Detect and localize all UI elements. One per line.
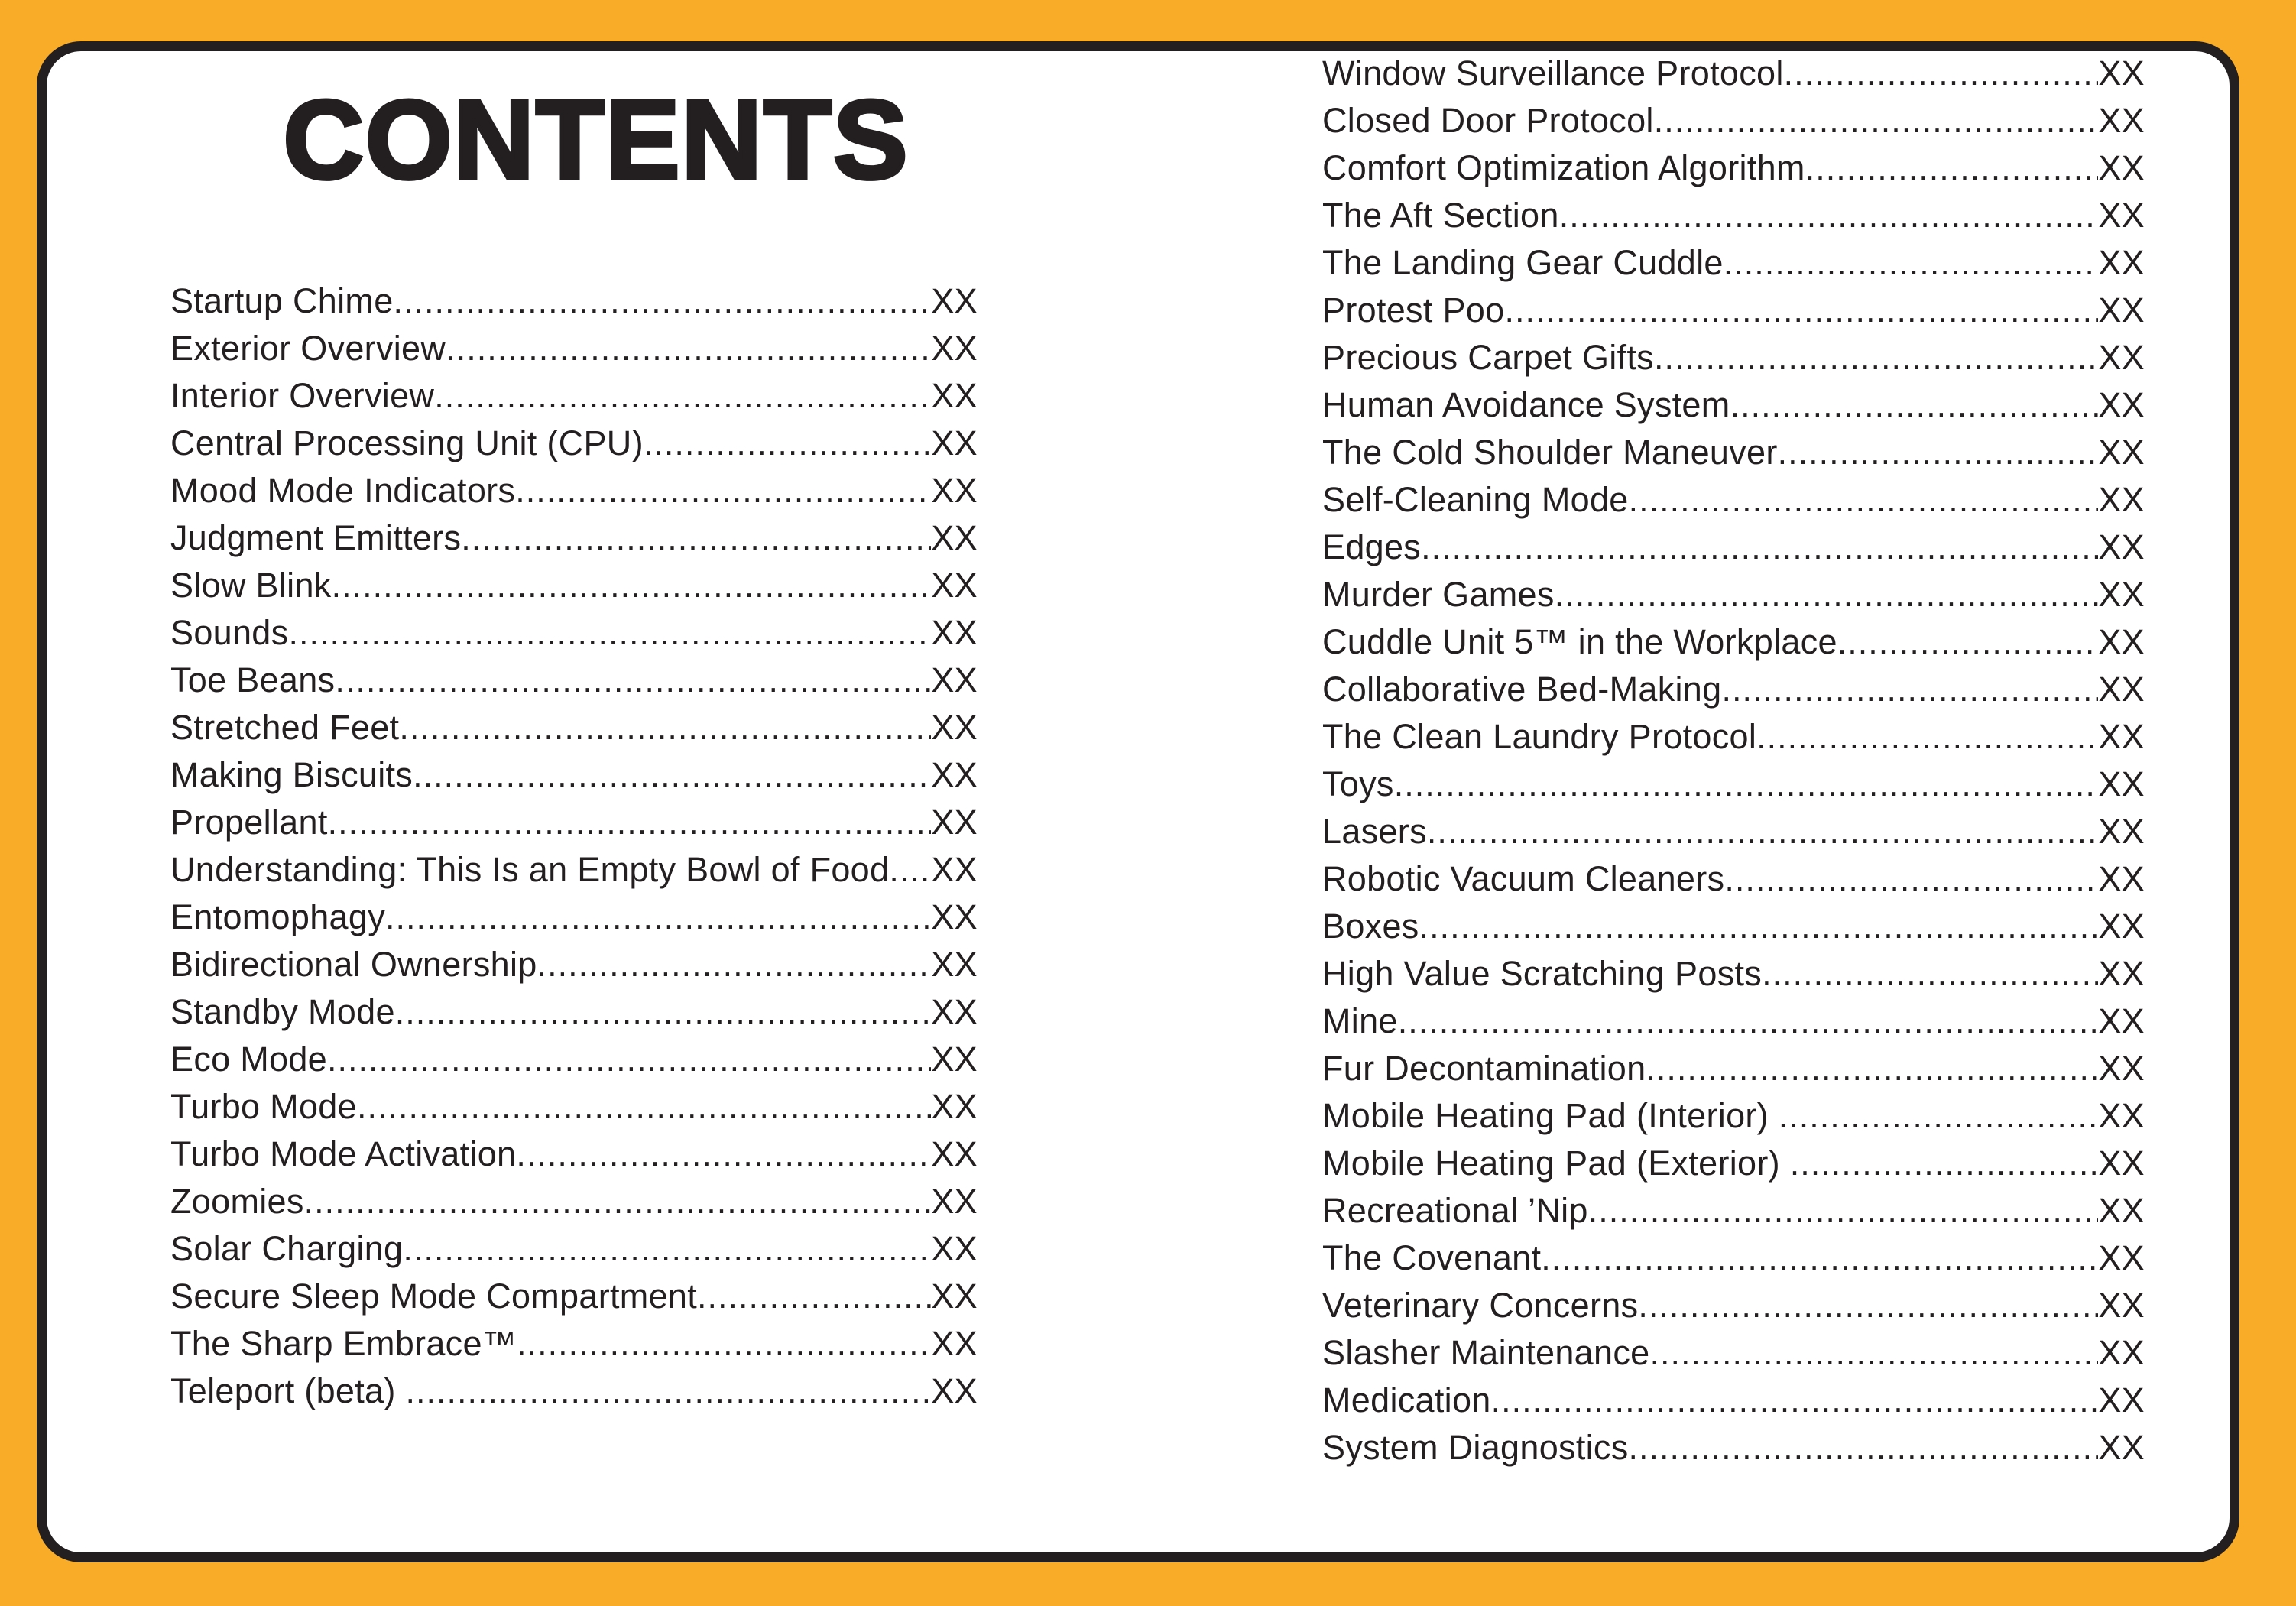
toc-page-number: XX — [931, 613, 978, 652]
toc-entry — [1322, 1140, 2145, 1187]
toc-entry — [1322, 998, 2145, 1045]
toc-entry-title: Entomophagy — [170, 897, 385, 936]
toc-entry-title: The Sharp Embrace™ — [170, 1324, 517, 1363]
toc-leader-dots — [1721, 666, 2098, 713]
toc-entry-title: Veterinary Concerns — [1322, 1286, 1639, 1325]
toc-entry-title: Mobile Heating Pad (Exterior) — [1322, 1144, 1790, 1183]
toc-leader-dots — [394, 277, 932, 325]
toc-page-number: XX — [931, 660, 978, 699]
toc-leader-dots — [288, 609, 931, 657]
toc-entry-title: Propellant — [170, 803, 328, 842]
toc-page-number: XX — [2098, 54, 2145, 92]
toc-leader-dots — [1756, 713, 2098, 761]
toc-leader-dots — [461, 514, 931, 562]
toc-entry-title: Recreational ’Nip — [1322, 1191, 1588, 1230]
toc-leader-dots — [1588, 1187, 2099, 1235]
toc-entry — [1322, 97, 2145, 144]
toc-entry — [170, 562, 978, 609]
toc-leader-dots — [1559, 192, 2099, 239]
toc-entry-title: Precious Carpet Gifts — [1322, 338, 1654, 377]
toc-page-number: XX — [931, 803, 978, 842]
toc-page-number: XX — [2098, 338, 2145, 377]
toc-entry — [1322, 1329, 2145, 1377]
toc-leader-dots — [446, 325, 931, 372]
toc-entry — [1322, 618, 2145, 666]
toc-entry — [1322, 429, 2145, 476]
toc-entry — [170, 941, 978, 988]
toc-entry — [170, 325, 978, 372]
toc-page-number: XX — [931, 1277, 978, 1316]
toc-entry-title: Mobile Heating Pad (Interior) — [1322, 1096, 1779, 1135]
toc-entry-title: Comfort Optimization Algorithm — [1322, 148, 1805, 187]
toc-page-number: XX — [2098, 1001, 2145, 1040]
toc-page-number: XX — [2098, 527, 2145, 566]
toc-entry-title: Eco Mode — [170, 1040, 328, 1079]
toc-page-number: XX — [2098, 1144, 2145, 1183]
toc-left-column — [170, 277, 978, 1415]
toc-page-number: XX — [2098, 148, 2145, 187]
toc-entry — [1322, 666, 2145, 713]
toc-leader-dots — [1654, 97, 2099, 144]
toc-page-number: XX — [931, 423, 978, 462]
toc-entry — [170, 1225, 978, 1273]
toc-page-number: XX — [2098, 1049, 2145, 1088]
contents-card — [37, 41, 2239, 1562]
toc-entry — [1322, 855, 2145, 903]
toc-entry-title: Zoomies — [170, 1182, 304, 1221]
toc-page-number: XX — [931, 281, 978, 320]
toc-entry-title: Secure Sleep Mode Compartment — [170, 1277, 698, 1316]
toc-entry — [170, 514, 978, 562]
toc-entry-title: Bidirectional Ownership — [170, 945, 537, 984]
toc-page-number: XX — [931, 1040, 978, 1079]
toc-entry — [1322, 334, 2145, 381]
toc-page-number: XX — [931, 1134, 978, 1173]
toc-entry — [1322, 1377, 2145, 1424]
toc-page-number: XX — [2098, 196, 2145, 235]
toc-entry-title: Making Biscuits — [170, 755, 413, 794]
toc-entry-title: Boxes — [1322, 907, 1419, 946]
toc-page-number: XX — [2098, 433, 2145, 472]
toc-entry — [1322, 239, 2145, 287]
toc-leader-dots — [405, 1368, 931, 1415]
toc-page-number: XX — [931, 708, 978, 747]
toc-leader-dots — [1504, 287, 2098, 334]
toc-entry-title: Central Processing Unit (CPU) — [170, 423, 644, 462]
toc-entry-title: Turbo Mode Activation — [170, 1134, 517, 1173]
toc-page-number: XX — [2098, 717, 2145, 756]
toc-entry — [170, 1131, 978, 1178]
toc-entry — [1322, 50, 2145, 97]
toc-leader-dots — [1419, 903, 2099, 950]
toc-entry-title: Self-Cleaning Mode — [1322, 480, 1629, 519]
toc-page-number: XX — [2098, 954, 2145, 993]
toc-leader-dots — [403, 1225, 931, 1273]
toc-entry — [1322, 808, 2145, 855]
toc-page-number: XX — [2098, 907, 2145, 946]
toc-entry-title: Slow Blink — [170, 566, 332, 605]
toc-entry — [170, 894, 978, 941]
toc-page-number: XX — [931, 1182, 978, 1221]
toc-leader-dots — [304, 1178, 932, 1225]
toc-page-number: XX — [931, 992, 978, 1031]
toc-leader-dots — [335, 657, 931, 704]
toc-entry-title: Murder Games — [1322, 575, 1555, 614]
toc-page-number: XX — [931, 518, 978, 557]
toc-entry-title: Understanding: This Is an Empty Bowl of Food — [170, 850, 890, 889]
toc-page-number: XX — [2098, 480, 2145, 519]
toc-entry — [170, 1368, 978, 1415]
toc-entry — [1322, 950, 2145, 998]
toc-leader-dots — [1638, 1282, 2098, 1329]
toc-leader-dots — [1724, 855, 2098, 903]
toc-leader-dots — [1398, 998, 2099, 1045]
toc-entry — [170, 609, 978, 657]
toc-leader-dots — [1427, 808, 2098, 855]
toc-page-number: XX — [931, 1371, 978, 1410]
toc-entry-title: Toys — [1322, 764, 1394, 803]
toc-entry — [170, 657, 978, 704]
toc-entry — [170, 704, 978, 751]
page-title-text: CONTENTS — [283, 77, 910, 202]
toc-page-number: XX — [2098, 1286, 2145, 1325]
toc-entry-title: Toe Beans — [170, 660, 336, 699]
toc-leader-dots — [1724, 239, 2099, 287]
toc-entry-title: Turbo Mode — [170, 1087, 357, 1126]
toc-entry — [1322, 476, 2145, 524]
toc-entry-title: Closed Door Protocol — [1322, 101, 1654, 140]
toc-entry — [170, 277, 978, 325]
toc-entry-title: Window Surveillance Protocol — [1322, 54, 1784, 92]
toc-entry-title: Slasher Maintenance — [1322, 1333, 1650, 1372]
toc-entry-title: Mood Mode Indicators — [170, 471, 516, 510]
toc-page-number: XX — [2098, 101, 2145, 140]
toc-entry-title: The Aft Section — [1322, 196, 1559, 235]
toc-page-number: XX — [931, 376, 978, 415]
toc-leader-dots — [1805, 144, 2099, 192]
toc-leader-dots — [515, 467, 931, 514]
toc-page-number: XX — [2098, 385, 2145, 424]
toc-entry-title: Collaborative Bed-Making — [1322, 670, 1722, 709]
toc-leader-dots — [1649, 1329, 2098, 1377]
toc-entry — [1322, 1282, 2145, 1329]
toc-leader-dots — [434, 372, 931, 420]
toc-leader-dots — [385, 894, 931, 941]
toc-entry-title: The Clean Laundry Protocol — [1322, 717, 1757, 756]
toc-page-number: XX — [2098, 575, 2145, 614]
toc-entry-title: Interior Overview — [170, 376, 435, 415]
toc-page-number: XX — [931, 897, 978, 936]
toc-entry — [1322, 524, 2145, 571]
toc-leader-dots — [413, 751, 931, 799]
toc-leader-dots — [644, 420, 931, 467]
page-title — [176, 77, 1017, 221]
toc-entry-title: Exterior Overview — [170, 329, 446, 368]
toc-leader-dots — [1394, 761, 2099, 808]
toc-leader-dots — [1762, 950, 2098, 998]
toc-entry — [1322, 1235, 2145, 1282]
toc-leader-dots — [1541, 1235, 2098, 1282]
toc-entry — [1322, 571, 2145, 618]
toc-page-number: XX — [2098, 622, 2145, 661]
toc-page-number: XX — [931, 1087, 978, 1126]
toc-page-number: XX — [2098, 812, 2145, 851]
toc-entry-title: The Covenant — [1322, 1238, 1542, 1277]
toc-entry-title: High Value Scratching Posts — [1322, 954, 1763, 993]
toc-entry-title: Edges — [1322, 527, 1422, 566]
toc-entry — [170, 420, 978, 467]
toc-entry — [1322, 1424, 2145, 1471]
toc-page-number: XX — [931, 850, 978, 889]
toc-page-number: XX — [931, 1229, 978, 1268]
toc-leader-dots — [328, 799, 932, 846]
toc-leader-dots — [1629, 476, 2099, 524]
toc-leader-dots — [399, 704, 931, 751]
toc-entry-title: Judgment Emitters — [170, 518, 462, 557]
toc-entry — [170, 846, 978, 894]
toc-leader-dots — [697, 1273, 931, 1320]
toc-entry — [1322, 144, 2145, 192]
toc-entry — [1322, 761, 2145, 808]
toc-leader-dots — [1646, 1045, 2098, 1092]
toc-leader-dots — [889, 846, 931, 894]
toc-right-column — [1322, 50, 2145, 1471]
toc-page-number: XX — [2098, 764, 2145, 803]
toc-page-number: XX — [2098, 290, 2145, 329]
toc-leader-dots — [357, 1083, 931, 1131]
toc-leader-dots — [1837, 618, 2099, 666]
toc-entry — [1322, 1187, 2145, 1235]
toc-entry — [170, 1320, 978, 1368]
toc-page-number: XX — [2098, 1096, 2145, 1135]
toc-page-number: XX — [2098, 1381, 2145, 1419]
toc-entry — [1322, 381, 2145, 429]
toc-entry-title: Lasers — [1322, 812, 1427, 851]
toc-entry-title: The Cold Shoulder Maneuver — [1322, 433, 1778, 472]
toc-page-number: XX — [931, 945, 978, 984]
toc-leader-dots — [1629, 1424, 2099, 1471]
toc-page-number: XX — [2098, 1238, 2145, 1277]
toc-entry — [1322, 192, 2145, 239]
toc-entry-title: Mine — [1322, 1001, 1398, 1040]
toc-leader-dots — [1654, 334, 2098, 381]
toc-page-number: XX — [2098, 1191, 2145, 1230]
toc-page-number: XX — [2098, 1333, 2145, 1372]
toc-entry — [170, 467, 978, 514]
toc-entry — [1322, 287, 2145, 334]
toc-entry — [1322, 1045, 2145, 1092]
toc-entry — [1322, 1092, 2145, 1140]
toc-page-number: XX — [931, 471, 978, 510]
toc-leader-dots — [327, 1036, 931, 1083]
toc-entry-title: Medication — [1322, 1381, 1491, 1419]
toc-page-number: XX — [2098, 243, 2145, 282]
toc-entry — [170, 1178, 978, 1225]
toc-leader-dots — [395, 988, 932, 1036]
toc-entry — [1322, 903, 2145, 950]
toc-page-number: XX — [931, 1324, 978, 1363]
toc-entry — [170, 1036, 978, 1083]
toc-leader-dots — [1491, 1377, 2099, 1424]
toc-page-number: XX — [2098, 670, 2145, 709]
toc-entry — [170, 1083, 978, 1131]
toc-leader-dots — [516, 1131, 931, 1178]
toc-leader-dots — [537, 941, 932, 988]
toc-entry-title: Human Avoidance System — [1322, 385, 1730, 424]
toc-entry-title: Sounds — [170, 613, 289, 652]
toc-entry-title: Startup Chime — [170, 281, 394, 320]
toc-entry-title: Standby Mode — [170, 992, 395, 1031]
toc-entry-title: The Landing Gear Cuddle — [1322, 243, 1724, 282]
toc-entry — [170, 799, 978, 846]
toc-page-number: XX — [2098, 1428, 2145, 1467]
toc-entry-title: Fur Decontamination — [1322, 1049, 1646, 1088]
toc-entry-title: Cuddle Unit 5™ in the Workplace — [1322, 622, 1837, 661]
toc-page-number: XX — [931, 329, 978, 368]
toc-entry-title: Robotic Vacuum Cleaners — [1322, 859, 1725, 898]
toc-leader-dots — [1778, 429, 2099, 476]
toc-entry — [170, 751, 978, 799]
toc-entry — [170, 988, 978, 1036]
toc-leader-dots — [1779, 1092, 2099, 1140]
toc-entry — [170, 1273, 978, 1320]
toc-entry-title: System Diagnostics — [1322, 1428, 1629, 1467]
toc-leader-dots — [1784, 50, 2099, 97]
toc-leader-dots — [517, 1320, 931, 1368]
toc-entry — [170, 372, 978, 420]
toc-page-number: XX — [931, 755, 978, 794]
toc-page-number: XX — [931, 566, 978, 605]
toc-leader-dots — [1730, 381, 2099, 429]
toc-page-number: XX — [2098, 859, 2145, 898]
toc-entry-title: Stretched Feet — [170, 708, 400, 747]
toc-entry-title: Solar Charging — [170, 1229, 404, 1268]
toc-leader-dots — [1421, 524, 2098, 571]
toc-leader-dots — [332, 562, 932, 609]
toc-entry — [1322, 713, 2145, 761]
toc-leader-dots — [1555, 571, 2099, 618]
toc-entry-title: Teleport (beta) — [170, 1371, 406, 1410]
toc-leader-dots — [1790, 1140, 2099, 1187]
toc-entry-title: Protest Poo — [1322, 290, 1505, 329]
